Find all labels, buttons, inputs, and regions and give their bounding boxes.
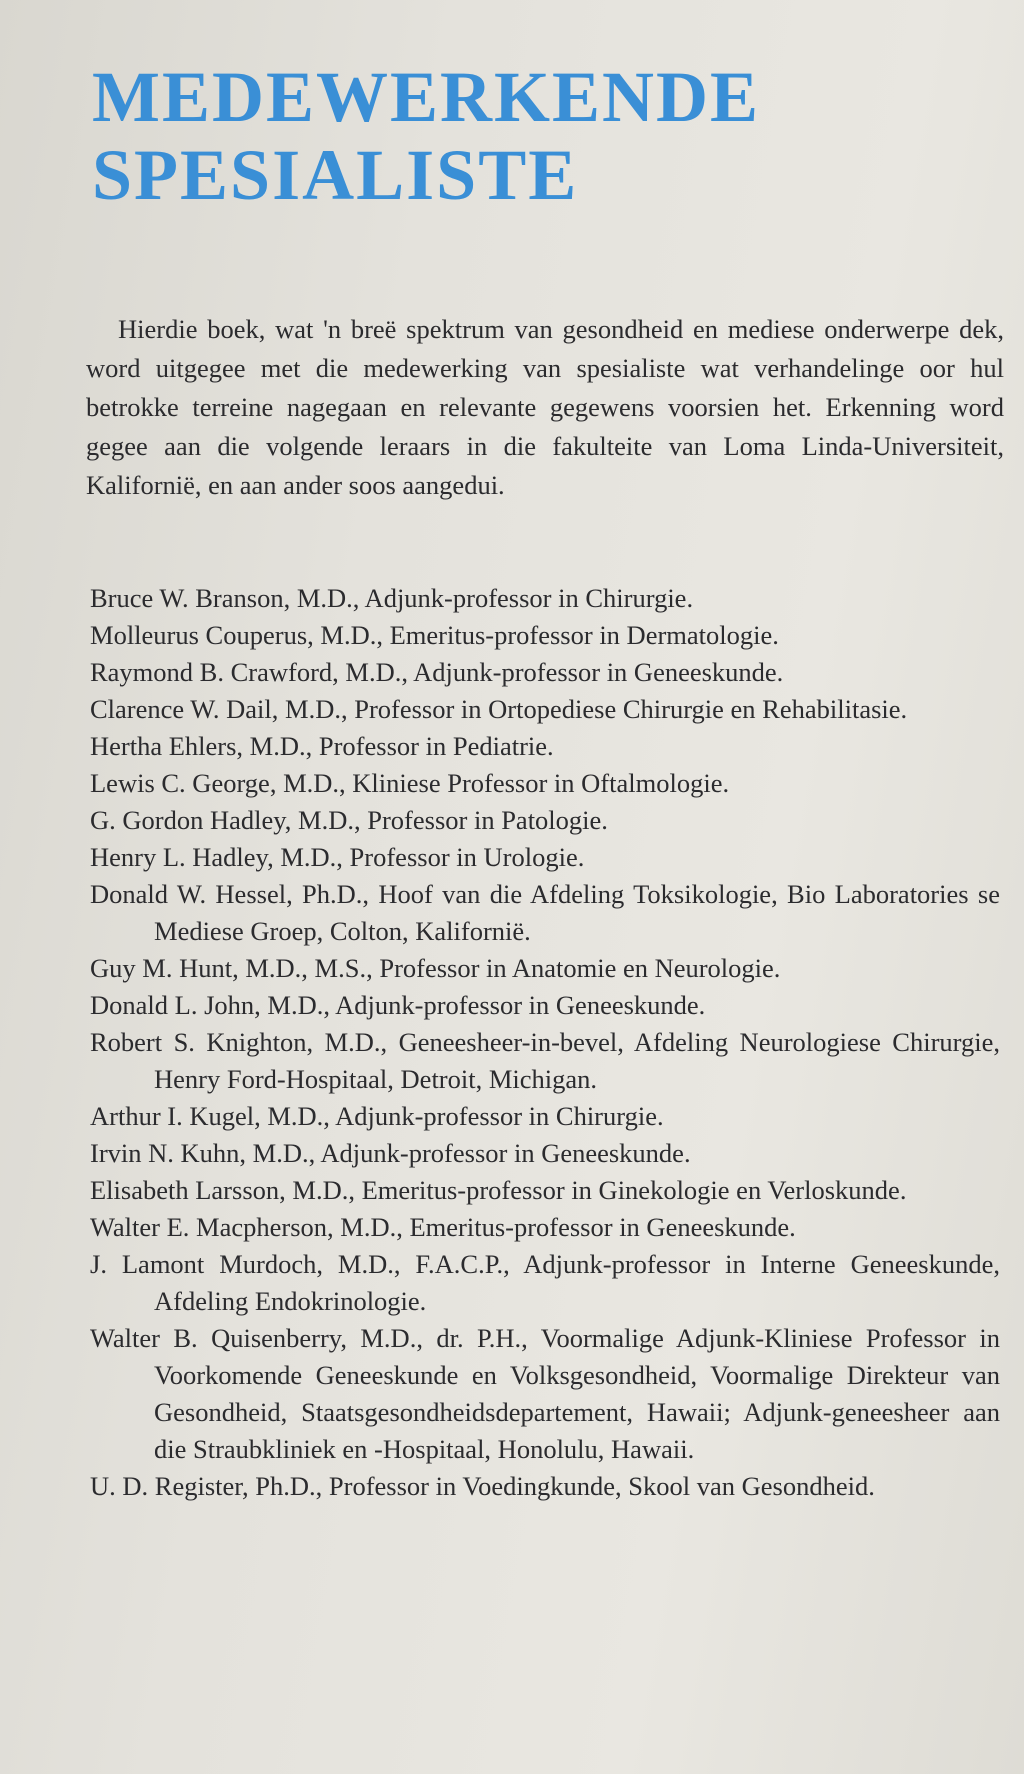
list-item: Elisabeth Larsson, M.D., Emeritus-professor in Ginekologie en Verloskunde.	[90, 1175, 907, 1205]
list-item: Walter B. Quisenberry, M.D., dr. P.H., Voormalige Adjunk-Kliniese Professor in Voorkomende Geneeskunde en Volksgesondheid, Voormalige Direkteur van Gesondheid, Staatsgesondheidsdepartement, Hawaii; Adjunk-geneesheer aan die Straubkliniek en -Hospitaal, Honolulu, Hawaii.	[90, 1323, 1000, 1464]
list-item: Lewis C. George, M.D., Kliniese Professor in Oftalmologie.	[90, 768, 730, 798]
list-item: U. D. Register, Ph.D., Professor in Voedingkunde, Skool van Gesondheid.	[90, 1471, 875, 1501]
list-item: Irvin N. Kuhn, M.D., Adjunk-professor in Geneeskunde.	[90, 1138, 691, 1168]
list-item: J. Lamont Murdoch, M.D., F.A.C.P., Adjunk-professor in Interne Geneeskunde, Afdeling Endokrinologie.	[90, 1249, 1000, 1316]
list-item: G. Gordon Hadley, M.D., Professor in Patologie.	[90, 805, 608, 835]
list-item: Hertha Ehlers, M.D., Professor in Pediatrie.	[90, 731, 554, 761]
list-item: Molleurus Couperus, M.D., Emeritus-professor in Dermatologie.	[90, 620, 779, 650]
list-item: Donald W. Hessel, Ph.D., Hoof van die Afdeling Toksikologie, Bio Laboratories se Mediese Groep, Colton, Kalifornië.	[90, 879, 1000, 946]
title-line-1: MEDEWERKENDE	[92, 57, 761, 137]
list-item: Donald L. John, M.D., Adjunk-professor in Geneeskunde.	[90, 990, 706, 1020]
list-item: Arthur I. Kugel, M.D., Adjunk-professor in Chirurgie.	[90, 1101, 664, 1131]
contributors-list	[90, 580, 1000, 1505]
list-item: Henry L. Hadley, M.D., Professor in Urologie.	[90, 842, 585, 872]
intro-paragraph	[86, 310, 1004, 505]
list-item: Raymond B. Crawford, M.D., Adjunk-professor in Geneeskunde.	[90, 657, 784, 687]
list-item: Bruce W. Branson, M.D., Adjunk-professor in Chirurgie.	[90, 583, 694, 613]
list-item: Robert S. Knighton, M.D., Geneesheer-in-bevel, Afdeling Neurologiese Chirurgie, Henry Ford-Hospitaal, Detroit, Michigan.	[90, 1027, 1000, 1094]
page-title	[92, 58, 760, 214]
intro-text: Hierdie boek, wat 'n breë spektrum van gesondheid en mediese onderwerpe dek, word uitgegee met die medewerking van spesialiste wat verhandelinge oor hul betrokke terreine nagegaan en relevante gegewens voorsien het. Erkenning word gegee aan die volgende leraars in die fakulteite van Loma Linda-Universiteit, Kalifornië, en aan ander soos aangedui.	[86, 314, 1004, 500]
list-item: Clarence W. Dail, M.D., Professor in Ortopediese Chirurgie en Rehabilitasie.	[90, 694, 908, 724]
list-item: Guy M. Hunt, M.D., M.S., Professor in Anatomie en Neurologie.	[90, 953, 781, 983]
title-line-2: SPESIALISTE	[92, 135, 579, 215]
list-item: Walter E. Macpherson, M.D., Emeritus-professor in Geneeskunde.	[90, 1212, 796, 1242]
